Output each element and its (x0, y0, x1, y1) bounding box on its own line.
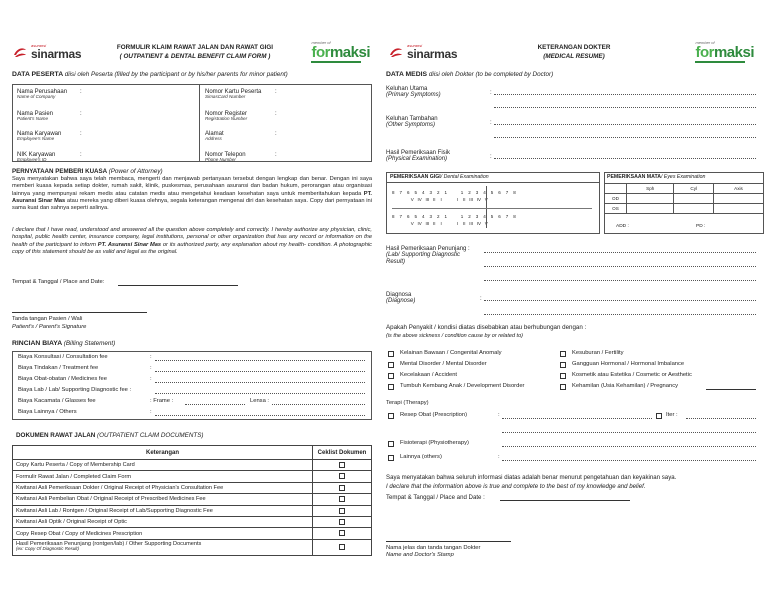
eye-cell[interactable] (627, 194, 674, 204)
doc-checkbox[interactable] (313, 528, 372, 539)
table-row (13, 482, 372, 493)
colon: : (490, 120, 492, 126)
table-row (13, 516, 372, 527)
sinarmas-logo (388, 44, 457, 60)
field-nama-perusahaan[interactable]: Nama Perusahaan Name of Company (17, 89, 68, 100)
field-nama-karyawan[interactable]: Nama Karyawan Employee's Name (17, 131, 62, 142)
doc-label: Kwitansi Asli Optik / Original Receipt of Optic (13, 516, 313, 527)
table-row (13, 528, 372, 539)
tempat-tanggal-label: Tempat & Tanggal / Place and Date: (12, 279, 105, 285)
formaksi-logo (311, 40, 370, 63)
cond-tumbuh-label: Tumbuh Kembang Anak / Development Disorder (400, 383, 525, 389)
patient-signature-line[interactable] (12, 312, 147, 313)
biaya-konsultasi: Biaya Konsultasi / Consultation fee (18, 354, 108, 360)
lensa-input[interactable] (272, 404, 365, 405)
eye-col-cyl: Cyl (674, 184, 713, 194)
formaksi-a: for (311, 44, 330, 61)
doc-label: Kwitansi Asli Pemeriksaan Dokter / Original Receipt of Physician's Consultation Fee (13, 482, 313, 493)
field-nomor-register[interactable]: Nomor Register Registration Number (205, 111, 248, 122)
dental-divider (386, 182, 600, 183)
title-line-1: FORMULIR KLAIM RAWAT JALAN DAN RAWAT GIGI (116, 44, 274, 51)
dental-hline (392, 208, 592, 209)
iter-input[interactable] (686, 418, 756, 419)
eye-cell[interactable] (674, 204, 713, 214)
eye-col-axis: Axis (713, 184, 763, 194)
doc-checkbox[interactable] (313, 460, 372, 471)
doc-checkbox[interactable] (313, 539, 372, 555)
cond-hormonal-label: Gangguan Hormonal / Hormonal Imbalance (572, 361, 685, 367)
pernyataan-en: I declare that the information above is true and complete to the best of my knowledge and belief. (386, 483, 646, 490)
dokumen-sub-text: (OUTPATIENT CLAIM DOCUMENTS) (97, 432, 204, 439)
field-nomor-kartu[interactable]: Nomor Kartu Peserta SimasCard Number (205, 89, 262, 100)
formaksi-logo (695, 40, 754, 63)
formaksi-a: for (695, 44, 714, 61)
eye-cell[interactable] (674, 194, 713, 204)
teeth-row-upper: 8 7 6 5 4 3 2 1 1 2 3 4 5 6 7 8 (392, 190, 516, 195)
doc-checkbox[interactable] (313, 516, 372, 527)
pd-label: PD : (696, 224, 706, 229)
pernyataan-id: Saya menyatakan bahwa seluruh informasi diatas adalah benar menurut pengetahuan dan keyakinan saya. (386, 474, 677, 481)
medis-heading (386, 71, 553, 78)
eye-row-os: OS (605, 204, 627, 214)
page-title (86, 44, 304, 61)
colon: : (150, 354, 152, 360)
fisio-checkbox[interactable] (388, 441, 394, 447)
cond-kehamilan-label: Kehamilan (Usia Kehamilan) / Pregnancy (572, 383, 679, 389)
biaya-kacamata: Biaya Kacamata / Glasses fee (18, 398, 96, 404)
colon: : (480, 296, 482, 302)
tempat-tanggal-line[interactable] (500, 500, 630, 501)
eye-table (604, 183, 764, 214)
terapi-label: Terapi (Therapy) (386, 400, 429, 406)
doc-checkbox[interactable] (313, 482, 372, 493)
resume-title-line-2: (MEDICAL RESUME) (543, 52, 605, 60)
doc-checkbox[interactable] (313, 471, 372, 482)
apakah-label-en: (is the above sickness / condition cause by or related to) (386, 333, 523, 339)
colon: : (150, 376, 152, 382)
doc-label: Copy Kartu Peserta / Copy of Membership Card (13, 460, 313, 471)
resume-title (494, 44, 654, 61)
penunjang-input[interactable] (484, 252, 756, 253)
cond-kehamilan-checkbox[interactable] (560, 384, 566, 390)
cond-kelainan-checkbox[interactable] (388, 351, 394, 357)
doc-label: Kwitansi Asli Pembelian Obat / Original Receipt of Prescribed Medicines Fee (13, 494, 313, 505)
diagnosa-input-2[interactable] (484, 314, 756, 315)
colon: : (490, 154, 492, 160)
colon: : (275, 89, 277, 95)
keluhan-tambahan-input[interactable] (494, 124, 756, 125)
iter-label: Iter : (666, 412, 678, 418)
biaya-lab: Biaya Lab / Lab/ Supporting Diagnostic fee : (18, 387, 132, 393)
cond-tumbuh-checkbox[interactable] (388, 384, 394, 390)
biaya-heading-text: RINCIAN BIAYA (12, 340, 62, 347)
logo-big-text: sinarmas (31, 47, 82, 61)
penunjang-input-3[interactable] (484, 280, 756, 281)
lensa-label: Lensa : (250, 398, 270, 404)
colon: : (150, 409, 152, 415)
field-nik-karyawan[interactable]: NIK Karyawan Employee's ID (17, 152, 56, 163)
patient-signature-label: Tanda tangan Pasien / Wali (12, 316, 83, 322)
diagnosa-input[interactable] (484, 300, 756, 301)
eye-cell[interactable] (713, 204, 763, 214)
col-keterangan: Keterangan (13, 446, 313, 460)
medis-sub-text: diisi oleh Dokter (to be completed by Doctor) (428, 71, 554, 78)
teeth-row-lower-milk: V IV III II I I II III IV V (392, 221, 488, 226)
fisio-label: Fisioterapi (Physiotherapy) (400, 440, 469, 446)
eye-cell[interactable] (627, 204, 674, 214)
field-nomor-telepon[interactable]: Nomor Telepon Phone Number (205, 152, 246, 163)
colon: : (275, 131, 277, 137)
col-ceklist: Ceklist Dokumen (313, 446, 372, 460)
biaya-sub-text: (Billing Statement) (63, 340, 116, 347)
table-row (13, 471, 372, 482)
apakah-label: Apakah Penyakit / kondisi diatas disebabkan atau berhubungan dengan : (386, 324, 587, 331)
sinarmas-logo (12, 44, 81, 60)
table-row (13, 494, 372, 505)
cond-hormonal-checkbox[interactable] (560, 362, 566, 368)
kuasa-sub-text: (Power of Attorney) (108, 168, 163, 175)
colon: : (275, 111, 277, 117)
table-row (13, 539, 372, 555)
cond-mental-checkbox[interactable] (388, 362, 394, 368)
resume-title-line-1: KETERANGAN DOKTER (537, 44, 611, 51)
field-alamat[interactable]: Alamat Address (205, 131, 224, 142)
biaya-obat-input[interactable] (155, 382, 365, 383)
resep-input-2[interactable] (502, 432, 756, 433)
biaya-tindakan-input[interactable] (155, 371, 365, 372)
resep-label: Resep Obat (Prescription) (400, 412, 468, 418)
biaya-konsultasi-input[interactable] (155, 360, 365, 361)
table-row (13, 505, 372, 516)
cond-kesuburan-label: Kesuburan / Fertility (572, 350, 624, 356)
colon: : (80, 89, 82, 95)
doc-label: Kwitansi Asli Lab / Rontgen / Original Receipt of Lab/Supporting Diagnostic Fee (13, 505, 313, 516)
tempat-tanggal-line[interactable] (118, 285, 238, 286)
eye-cell[interactable] (713, 194, 763, 204)
member-of-text: member of (311, 40, 331, 45)
peserta-heading (12, 71, 288, 78)
biaya-lainnya: Biaya Lainnya / Others (18, 409, 77, 415)
colon: : (498, 412, 500, 418)
biaya-heading (12, 340, 115, 347)
dokumen-heading-text: DOKUMEN RAWAT JALAN (16, 432, 96, 439)
doctor-signature-label: Nama jelas dan tanda tangan Dokter (386, 545, 481, 551)
patient-signature-label-en: Patient's / Parent's Signature (12, 324, 87, 330)
colon: : (80, 152, 82, 158)
kehamilan-input[interactable] (706, 389, 756, 390)
cond-kosmetik-label: Kosmetik atau Estetika / Cosmetic or Aesthetic (572, 372, 692, 378)
title-line-2: ( OUTPATIENT & DENTAL BENEFIT CLAIM FORM ) (119, 52, 271, 60)
doc-label: Formulir Rawat Jalan / Completed Claim Form (13, 471, 313, 482)
gigi-heading: PEMERIKSAAN GIGI/ Dental Examination (390, 174, 489, 180)
kuasa-heading-text: PERNYATAAN PEMBERI KUASA (12, 168, 107, 175)
member-of-text: member of (695, 40, 715, 45)
colon: : (150, 365, 152, 371)
frame-input[interactable] (185, 404, 245, 405)
cond-kesuburan-checkbox[interactable] (560, 351, 566, 357)
add-label: ADD : (616, 224, 629, 229)
medical-resume-panel (384, 0, 768, 594)
colon: : (80, 131, 82, 137)
logo-small-text: asuransi (31, 43, 47, 48)
teeth-row-upper-milk: V IV III II I I II III IV V (392, 197, 488, 202)
resep-input[interactable] (502, 418, 652, 419)
lainnya-checkbox[interactable] (388, 455, 394, 461)
formaksi-b: maksi (713, 44, 754, 61)
doctor-signature-line[interactable] (386, 541, 511, 542)
keluhan-tambahan-label: Keluhan Tambahan (Other Symptoms) (386, 116, 438, 129)
kuasa-paragraph-id: Saya menyatakan bahwa saya telah membaca, mengerti dan menjawab pertanyaan tersebut dengan lengkap dan benar. Dengan ini saya memberi kuasa kepada setiap dokter, rumah sakit, klinik, puskesmas, perusahaan asuransi dan badan hukum, perorangan atau organisasi lainnya yang mempunyai rekam medis atau catatan medis atau mengetahui keadaan kesehatan saya untuk memberitahukan kepada PT. Asuransi Sinar Mas atau mereka yang diberi kuasa olehnya, segala keterangan mengenai diri dan kesehatan saya. Copy dari pernyataan ini sama kuat dan sahnya seperti aslinya. (12, 176, 372, 212)
table-row (13, 460, 372, 471)
keluhan-utama-label: Keluhan Utama (Primary Symptoms) (386, 86, 441, 99)
biaya-lab-input[interactable] (155, 393, 365, 394)
peserta-sub-text: diisi oleh Peserta (filled by the participant or by his/her parents for minor patient) (64, 71, 288, 78)
biaya-lainnya-input[interactable] (155, 415, 365, 416)
colon: : (498, 454, 500, 460)
cond-kelainan-label: Kelainan Bawaan / Congenital Anomaly (400, 350, 502, 356)
fisio-input[interactable] (502, 446, 756, 447)
tempat-tanggal-label: Tempat & Tanggal / Place and Date : (386, 494, 485, 501)
eye-corner (605, 184, 627, 194)
cond-mental-label: Mental Disorder / Mental Disorder (400, 361, 487, 367)
pemeriksaan-fisik-input[interactable] (494, 158, 756, 159)
resep-checkbox[interactable] (388, 413, 394, 419)
dokumen-heading (16, 432, 204, 439)
penunjang-label: Hasil Pemeriksaan Penunjang : (Lab/ Supporting Diagnostic Result) (386, 246, 470, 265)
teeth-row-lower: 8 7 6 5 4 3 2 1 1 2 3 4 5 6 7 8 (392, 214, 516, 219)
cond-kecelakaan-checkbox[interactable] (388, 373, 394, 379)
cond-kecelakaan-label: Kecelakaan / Accident (400, 372, 458, 378)
logo-big-text: sinarmas (407, 47, 458, 61)
lainnya-input[interactable] (502, 460, 756, 461)
doctor-signature-label-en: Name and Doctor's Stamp (386, 552, 454, 558)
doc-checkbox[interactable] (313, 505, 372, 516)
medis-heading-text: DATA MEDIS (386, 71, 428, 78)
kuasa-heading (12, 168, 163, 175)
eye-col-sph: Sph (627, 184, 674, 194)
biaya-tindakan: Biaya Tindakan / Treatment fee (18, 365, 99, 371)
documents-table (12, 445, 372, 556)
dental-midline (486, 186, 487, 228)
logo-small-text: asuransi (407, 43, 423, 48)
keluhan-tambahan-input-2[interactable] (494, 137, 756, 138)
diagnosa-label: Diagnosa (Diagnose) (386, 292, 416, 305)
frame-label: : Frame : (150, 398, 174, 404)
field-nama-pasien[interactable]: Nama Pasien Patient's Name (17, 111, 54, 122)
colon: : (275, 152, 277, 158)
iter-checkbox[interactable] (656, 413, 662, 419)
doc-checkbox[interactable] (313, 494, 372, 505)
keluhan-utama-input[interactable] (494, 94, 756, 95)
cond-kosmetik-checkbox[interactable] (560, 373, 566, 379)
colon: : (490, 90, 492, 96)
sinarmas-logo-icon (388, 46, 404, 58)
sinarmas-logo-icon (12, 46, 28, 58)
pemeriksaan-fisik-label: Hasil Pemeriksaan Fisik (Physical Examination) (386, 150, 451, 163)
penunjang-input-2[interactable] (484, 266, 756, 267)
biaya-obat: Biaya Obat-obatan / Medicines fee (18, 376, 107, 382)
formaksi-b: maksi (329, 44, 370, 61)
kuasa-paragraph-en: I declare that I have read, understood and answered all the question above completely and correctly. I hereby authorize any physician, clinic, hospital, public health center, insurance company, legal institutions, personal or other organization that has any record or information on the health of the participant to inform PT. Asuransi Sinar Mas or its authorized party, any explanation about my health- condition. A photographic copy of this statement should be as valid and legal as the original. (12, 227, 372, 255)
doc-label: Copy Resep Obat / Copy of Medicines Prescription (13, 528, 313, 539)
lainnya-label: Lainnya (others) (400, 454, 442, 460)
mata-heading: PEMERIKSAAN MATA/ Eyes Examination (607, 174, 706, 180)
peserta-heading-text: DATA PESERTA (12, 71, 63, 78)
colon: : (80, 111, 82, 117)
doc-label: Hasil Pemeriksaan Penunjang (rontgen/lab) / Other Supporting Documents (ex: Copy Of Diagnostic Result) (13, 539, 313, 555)
eye-row-od: OD (605, 194, 627, 204)
keluhan-utama-input-2[interactable] (494, 107, 756, 108)
